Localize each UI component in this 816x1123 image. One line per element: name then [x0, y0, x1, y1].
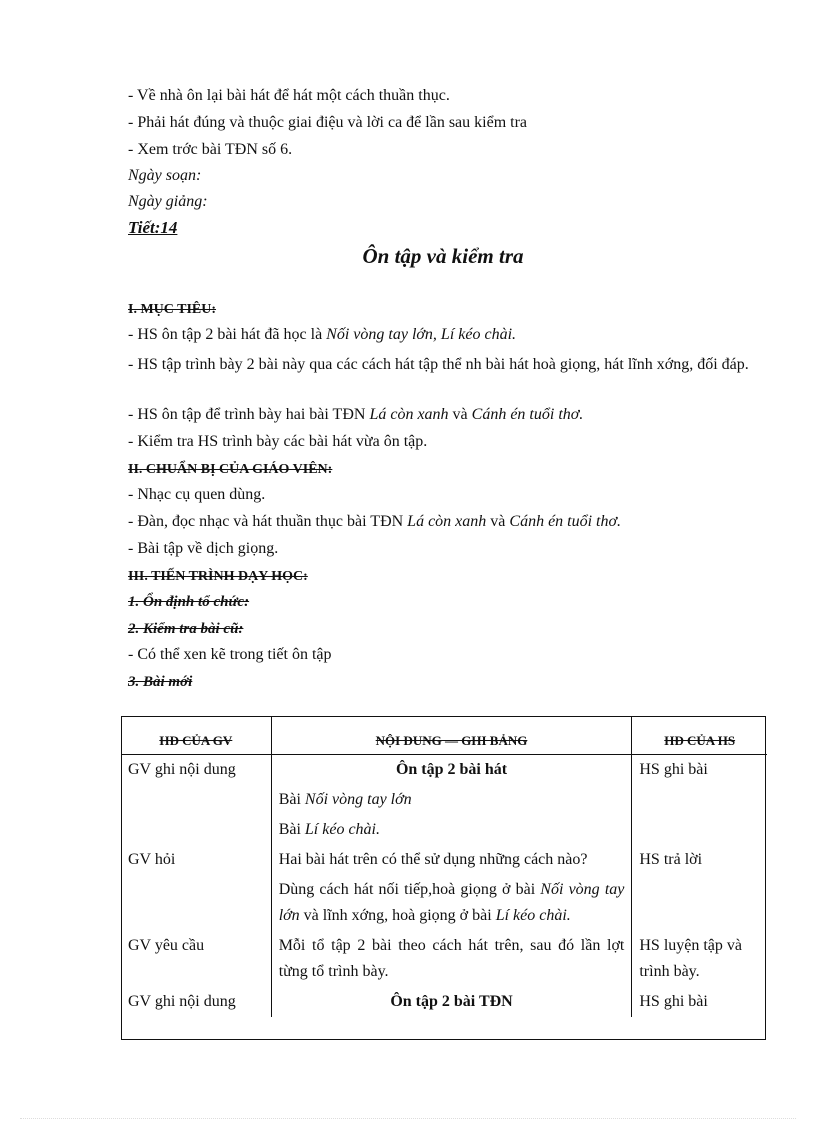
cell-content: [271, 875, 632, 931]
subsection-1: 1. Ổn định tổ chức:: [128, 594, 250, 610]
intro-line-3: - Xem trớc bài TĐN số 6.: [128, 141, 293, 158]
subsection-2: 2. Kiểm tra bài cũ:: [128, 621, 244, 637]
song-name: Nối vòng tay lớn: [278, 881, 625, 924]
cell-gv: GV ghi nội dung: [121, 755, 271, 786]
song-name: Lí kéo chài.: [495, 907, 571, 924]
section-2-heading: II. CHUẨN BỊ CỦA GIÁO VIÊN:: [128, 462, 333, 477]
table-row: [121, 815, 767, 845]
section-1-heading: I. MỤC TIÊU:: [128, 302, 217, 317]
cell-hs: HS ghi bài: [639, 761, 708, 778]
cell-content: Ôn tập 2 bài hát: [271, 755, 632, 786]
intro-line-2: - Phải hát đúng và thuộc giai điệu và lời ca để lần sau kiểm tra: [128, 114, 528, 131]
section-1-line-2: - HS tập trình bày 2 bài này qua các cách hát tập thể nh bài hát hoà giọng, hát lĩnh xớng, đối đáp.: [128, 356, 749, 373]
table-row: [121, 845, 767, 875]
cell-gv: GV ghi nội dung: [121, 987, 271, 1017]
page-title: Ôn tập và kiểm tra: [362, 244, 524, 268]
cell-hs: HS luyện tập và trình bày.: [639, 937, 743, 980]
section-2-line-1: - Nhạc cụ quen dùng.: [128, 486, 266, 503]
table-row: [121, 785, 767, 815]
cell-hs: HS ghi bài: [639, 993, 708, 1010]
cell-content: Ôn tập 2 bài TĐN: [271, 987, 632, 1017]
cell-content: [271, 815, 632, 845]
song-name: Lí kéo chài.: [304, 821, 380, 838]
lesson-table: [121, 716, 767, 1017]
table-row: [121, 987, 767, 1017]
header-hs: HĐ CỦA HS: [632, 716, 767, 755]
tdn-name-2: Cánh én tuổi thơ.: [471, 406, 584, 423]
cell-gv: GV yêu cầu: [121, 931, 271, 987]
section-1-line-3: [128, 405, 583, 425]
section-1-line-1-text: - HS ôn tập 2 bài hát đã học là: [128, 326, 327, 343]
cell-content: Mỗi tổ tập 2 bài theo cách hát trên, sau đó lần lợt từng tổ trình bày.: [271, 931, 632, 987]
tdn-name-2: Cánh én tuổi thơ.: [509, 513, 622, 530]
table-row: [121, 755, 767, 786]
section-2-line-3: - Bài tập về dịch giọng.: [128, 540, 279, 557]
ngay-soan: Ngày soạn:: [128, 167, 202, 184]
cell-text: Bài: [278, 821, 305, 838]
song-names: Nối vòng tay lớn, Lí kéo chài.: [326, 326, 517, 343]
conjunction: và: [448, 406, 472, 423]
section-1-line-3-text: - HS ôn tập để trình bày hai bài TĐN: [128, 406, 370, 423]
conjunction: và: [486, 513, 510, 530]
cell-text: Bài: [278, 791, 305, 808]
cell-text: và lĩnh xớng, hoà giọng ở bài: [299, 907, 496, 924]
section-3-heading: III. TIẾN TRÌNH DẠY HỌC:: [128, 569, 308, 584]
cell-content: [271, 785, 632, 815]
tdn-name-1: Lá còn xanh: [407, 513, 487, 530]
subsection-3: 3. Bài mới: [128, 674, 193, 690]
cell-content: Hai bài hát trên có thể sử dụng những cách nào?: [271, 845, 632, 875]
lesson-number: Tiết:14: [128, 218, 178, 237]
table-header-row: [121, 716, 767, 755]
table-row: [121, 875, 767, 931]
ngay-giang: Ngày giảng:: [128, 193, 208, 210]
section-1-line-4: - Kiểm tra HS trình bày các bài hát vừa ôn tập.: [128, 433, 428, 450]
song-name: Nối vòng tay lớn: [304, 791, 412, 808]
intro-line-1: - Về nhà ôn lại bài hát để hát một cách thuần thục.: [128, 87, 450, 104]
table-row: [121, 931, 767, 987]
tdn-name-1: Lá còn xanh: [369, 406, 449, 423]
header-gv: HĐ CỦA GV: [121, 716, 271, 755]
cell-hs: HS trả lời: [639, 851, 703, 868]
section-1-line-1: [128, 325, 516, 345]
page-bottom-rule: [20, 1118, 796, 1120]
subsection-2-text: - Có thể xen kẽ trong tiết ôn tập: [128, 646, 332, 663]
header-content: NỘI DUNG — GHI BẢNG: [271, 716, 632, 755]
cell-text: Dùng cách hát nối tiếp,hoà giọng ở bài: [278, 881, 541, 898]
section-2-line-2-text: - Đàn, đọc nhạc và hát thuần thục bài TĐN: [128, 513, 408, 530]
cell-gv: GV hỏi: [121, 845, 271, 875]
section-2-line-2: [128, 512, 621, 532]
